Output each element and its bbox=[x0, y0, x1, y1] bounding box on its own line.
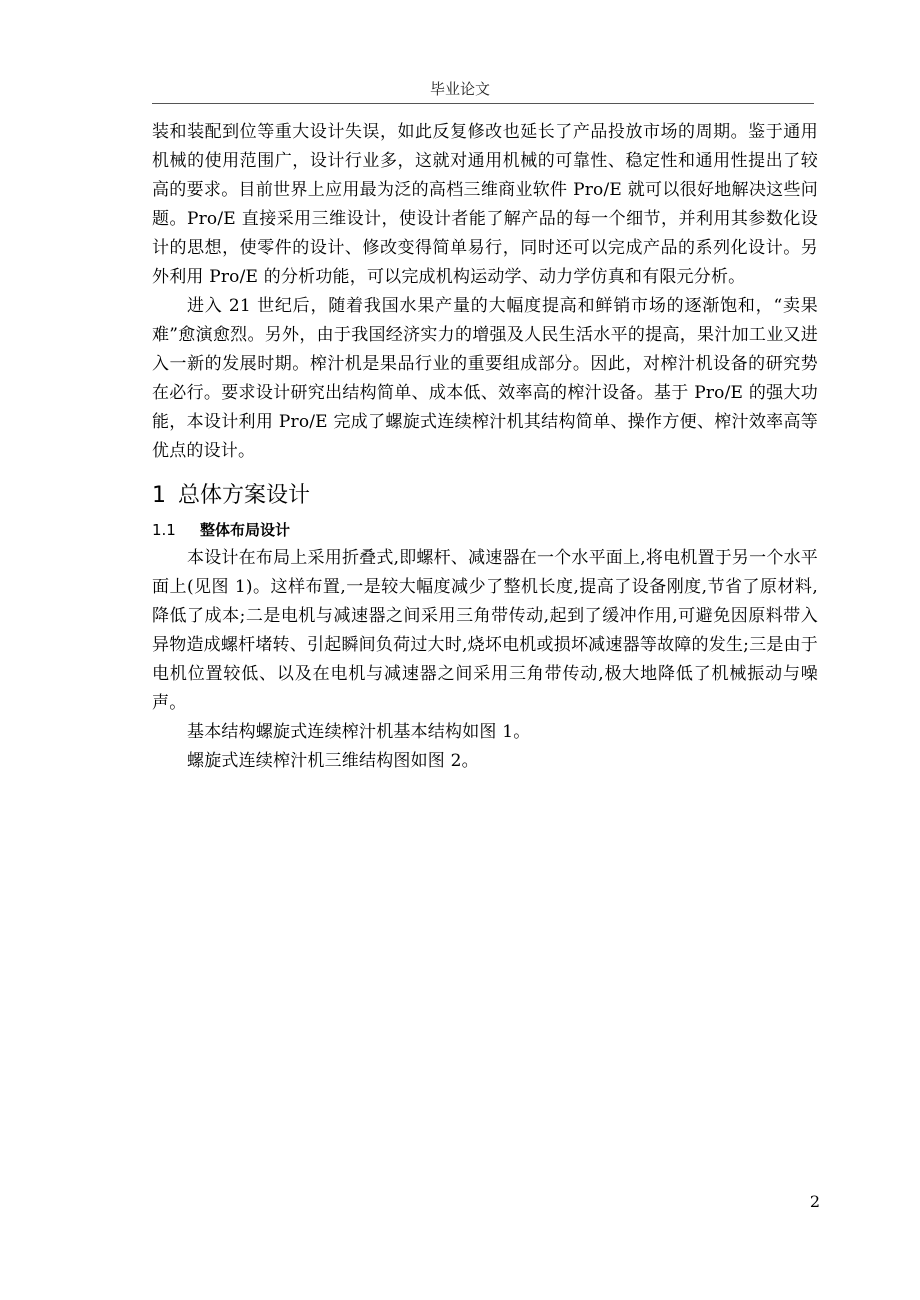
section-heading bbox=[152, 476, 818, 516]
subsection-title: 整体布局设计 bbox=[200, 521, 291, 539]
page-number: 2 bbox=[809, 1192, 820, 1211]
running-header: 毕业论文 bbox=[429, 80, 490, 98]
paragraph: 进入 21 世纪后，随着我国水果产量的大幅度提高和鲜销市场的逐渐饱和，“卖果难”愈演愈烈。另外，由于我国经济实力的增强及人民生活水平的提高，果汁加工业又进入一新的发展时期。榨汁机是果品行业的重要组成部分。因此，对榨汁机设备的研究势在必行。要求设计研究出结构简单、成本低、效率高的榨汁设备。基于 Pro/E 的强大功能，本设计利用 Pro/E 完成了螺旋式连续榨汁机其结构简单、操作方便、榨汁效率高等优点的设计。 bbox=[152, 296, 818, 461]
paragraph: 本设计在布局上采用折叠式,即螺杆、减速器在一个水平面上,将电机置于另一个水平面上(见图 1)。这样布置,一是较大幅度减少了整机长度,提高了设备刚度,节省了原材料,降低了成本;二是电机与减速器之间采用三角带传动,起到了缓冲作用,可避免因原料带入异物造成螺杆堵转、引起瞬间负荷过大时,烧坏电机或损坏减速器等故障的发生;三是由于电机位置较低、以及在电机与减速器之间采用三角带传动,极大地降低了机械振动与噪声。 bbox=[152, 548, 818, 713]
paragraph: 螺旋式连续榨汁机三维结构图如图 2。 bbox=[187, 751, 479, 771]
section-title: 总体方案设计 bbox=[178, 483, 311, 508]
header-rule bbox=[152, 103, 814, 104]
page-body bbox=[152, 118, 818, 776]
section-number: 1 bbox=[152, 483, 166, 508]
paragraph: 装和装配到位等重大设计失误，如此反复修改也延长了产品投放市场的周期。鉴于通用机械的使用范围广，设计行业多，这就对通用机械的可靠性、稳定性和通用性提出了较高的要求。目前世界上应用最为泛的高档三维商业软件 Pro/E 就可以很好地解决这些问题。Pro/E 直接采用三维设计，使设计者能了解产品的每一个细节，并利用其参数化设计的思想，使零件的设计、修改变得简单易行，同时还可以完成产品的系列化设计。另外利用 Pro/E 的分析功能，可以完成机构运动学、动力学仿真和有限元分析。 bbox=[152, 122, 818, 287]
paragraph: 基本结构螺旋式连续榨汁机基本结构如图 1。 bbox=[187, 722, 531, 742]
subsection-number: 1.1 bbox=[152, 521, 176, 539]
subsection-heading bbox=[152, 516, 818, 544]
